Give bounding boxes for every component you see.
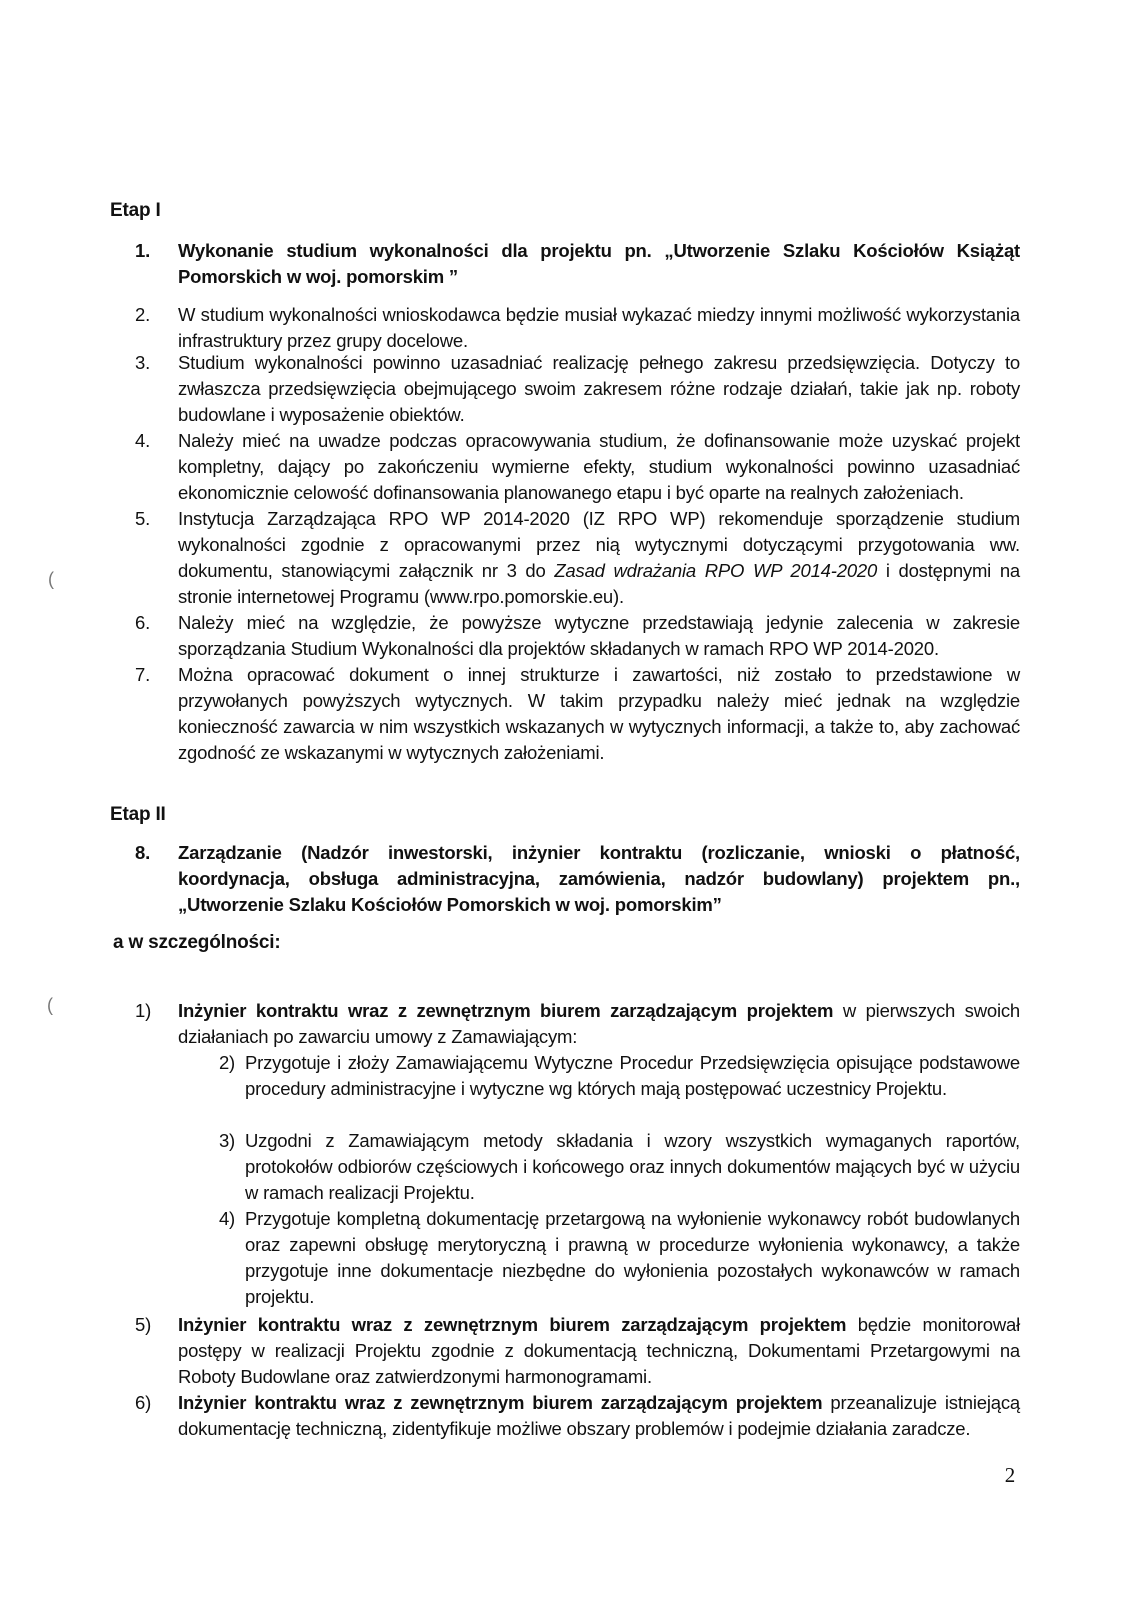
point-text-rest: będzie monitorował postępy w realizacji Projektu zgodnie z dokumentacją techniczną, Dokumentami Przetargowymi na Roboty Budowlane oraz zatwierdzonymi harmonogramami.	[178, 1314, 1020, 1387]
list-item-2	[135, 302, 1020, 354]
list-item-text: Zarządzanie (Nadzór inwestorski, inżynier kontraktu (rozliczanie, wnioski o płatność, koordynacja, obsługa administracyjna, zamówienia, nadzór budowlany) projektem pn., „Utworzenie Szlaku Kościołów Pomorskich w woj. pomorskim”	[178, 842, 1020, 915]
list-item-7	[135, 662, 1020, 766]
point-2	[190, 1050, 1020, 1102]
list-item-text: W studium wykonalności wnioskodawca będzie musiał wykazać miedzy innymi możliwość wykorzystania infrastruktury przez grupy docelowe.	[178, 304, 1020, 351]
list-item-text: Wykonanie studium wykonalności dla projektu pn. „Utworzenie Szlaku Kościołów Książąt Pomorskich w woj. pomorskim ”	[178, 240, 1020, 287]
list-item-text-part: Instytucja Zarządzająca RPO WP 2014-2020 (IZ RPO WP) rekomenduje sporządzenie studium wykonalności zgodnie z opracowanymi przez nią wytycznymi dotyczącymi przygotowania ww. dokumentu, stanowiącymi załącznik nr 3 do	[178, 508, 1020, 581]
margin-mark: (	[48, 569, 54, 589]
point-text	[178, 1390, 1020, 1442]
point-text-rest: w pierwszych swoich działaniach po zawarciu umowy z Zamawiającym:	[178, 1000, 1021, 1047]
point-text	[178, 998, 1020, 1050]
list-item-8	[135, 840, 1020, 918]
point-6	[135, 1390, 1020, 1442]
list-item-number: 5.	[135, 508, 151, 529]
point-text-bold: Inżynier kontraktu wraz z zewnętrznym biurem zarządzającym projektem	[178, 1000, 834, 1021]
section-heading-etap-2: Etap II	[110, 804, 166, 825]
point-number: 1)	[135, 1000, 152, 1021]
list-item-6	[135, 610, 1020, 662]
list-item-text: Należy mieć na uwadze podczas opracowywania studium, że dofinansowanie może uzyskać projekt kompletny, dający po zakończeniu wymierne efekty, studium wykonalności powinno uzasadniać ekonomicznie celowość dofinansowania planowanego etapu i być oparte na realnych założeniach.	[178, 430, 1020, 503]
list-item-text: Można opracować dokument o innej strukturze i zawartości, niż zostało to przedstawione w przywołanych powyższych wytycznych. W takim przypadku należy mieć jednak na względzie konieczność zawarcia w nim wszystkich wskazanych w wytycznych informacji, a także to, aby zachować zgodność ze wskazanymi w wytycznych założeniami.	[178, 664, 1020, 763]
list-item-number: 8.	[135, 842, 151, 863]
point-text: Przygotuje kompletną dokumentację przetargową na wyłonienie wykonawcy robót budowlanych oraz zapewni obsługę merytoryczną i prawną w procedurze wyłonienia wykonawcy, a także przygotuje inne dokumentacje niezbędne do wyłonienia pozostałych wykonawców w ramach projektu.	[245, 1208, 1020, 1307]
list-item-number: 6.	[135, 612, 151, 633]
point-number: 6)	[135, 1392, 152, 1413]
point-number: 2)	[218, 1052, 235, 1073]
point-number: 3)	[218, 1130, 235, 1151]
point-text: Przygotuje i złoży Zamawiającemu Wytyczne Procedur Przedsięwzięcia opisujące podstawowe procedury administracyjne i wytyczne wg których mają postępować uczestnicy Projektu.	[245, 1052, 1020, 1099]
list-item-number: 7.	[135, 664, 151, 685]
list-item-number: 3.	[135, 352, 151, 373]
subheading-in-particular: a w szczególności:	[113, 932, 281, 953]
list-item-number: 4.	[135, 430, 151, 451]
point-text-bold: Inżynier kontraktu wraz z zewnętrznym biurem zarządzającym projektem	[178, 1392, 823, 1413]
list-item-4	[135, 428, 1020, 506]
document-title-italic: Zasad wdrażania RPO WP 2014-2020	[554, 560, 878, 581]
point-text-bold: Inżynier kontraktu wraz z zewnętrznym biurem zarządzającym projektem	[178, 1314, 847, 1335]
point-number: 5)	[135, 1314, 152, 1335]
point-1	[135, 998, 1020, 1050]
list-item-number: 1.	[135, 240, 151, 261]
list-item-text: Studium wykonalności powinno uzasadniać realizację pełnego zakresu przedsięwzięcia. Dotyczy to zwłaszcza przedsięwzięcia obejmującego swoim zakresem różne rodzaje działań, takie jak np. roboty budowlane i wyposażenie obiektów.	[178, 352, 1020, 425]
point-4	[190, 1206, 1020, 1310]
margin-mark: (	[47, 995, 53, 1015]
list-item-1	[135, 238, 1020, 290]
point-text: Uzgodni z Zamawiającym metody składania i wzory wszystkich wymaganych raportów, protokołów odbiorów częściowych i końcowego oraz innych dokumentów mających być w użyciu w ramach realizacji Projektu.	[245, 1130, 1020, 1203]
point-number: 4)	[218, 1208, 235, 1229]
point-3	[190, 1128, 1020, 1206]
list-item-3	[135, 350, 1020, 428]
list-item-text-part: i dostępnymi na stronie internetowej Programu (www.rpo.pomorskie.eu).	[178, 560, 1020, 607]
page-number: 2	[1004, 1463, 1015, 1487]
point-text-rest: przeanalizuje istniejącą dokumentację techniczną, zidentyfikuje możliwe obszary problemów i podejmie działania zaradcze.	[178, 1392, 1020, 1439]
point-5	[135, 1312, 1020, 1390]
point-text	[178, 1312, 1020, 1390]
list-item-text	[178, 506, 1020, 610]
section-heading-etap-1: Etap I	[110, 200, 161, 221]
list-item-5	[135, 506, 1020, 610]
list-item-number: 2.	[135, 304, 151, 325]
list-item-text: Należy mieć na względzie, że powyższe wytyczne przedstawiają jedynie zalecenia w zakresie sporządzania Studium Wykonalności dla projektów składanych w ramach RPO WP 2014-2020.	[178, 612, 1020, 659]
